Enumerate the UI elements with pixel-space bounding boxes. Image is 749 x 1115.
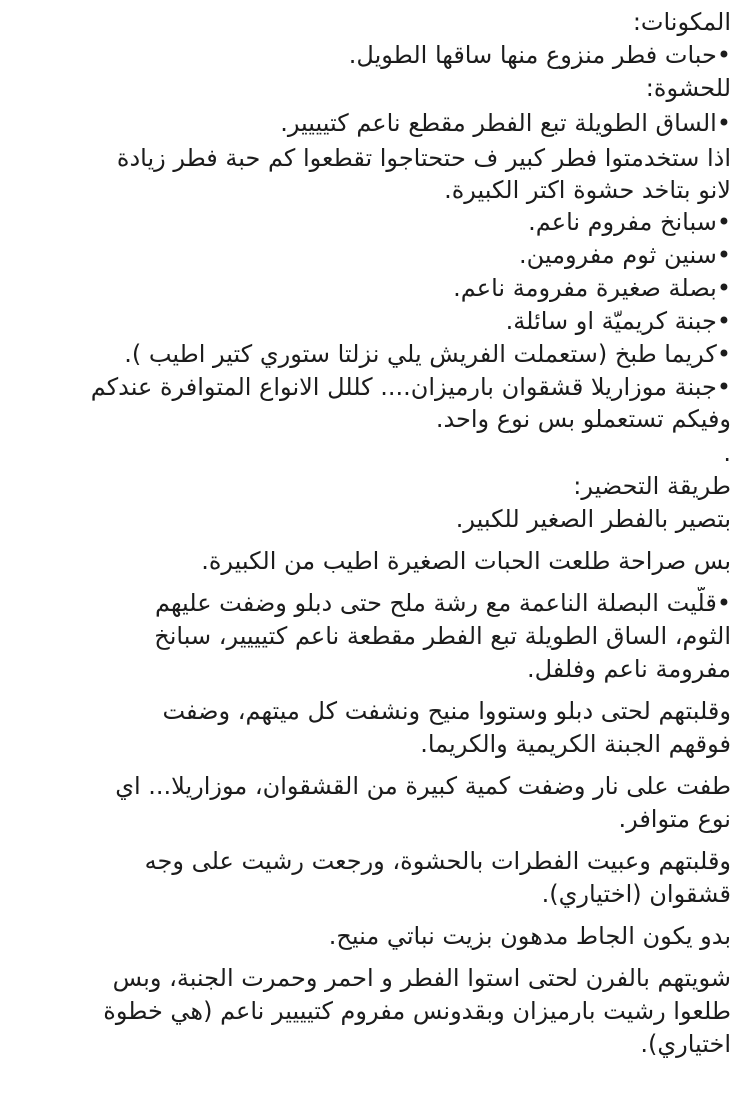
filling-line: اذا ستخدمتوا فطر كبير ف حتحتاجوا تقطعوا كم حبة فطر زيادة bbox=[116, 144, 731, 172]
preparation-line: نوع متوافر. bbox=[618, 805, 731, 833]
filling-line: •كريما طبخ (ستعملت الفريش يلي نزلتا ستوري كتير اطيب ). bbox=[124, 340, 731, 368]
preparation-line: قشقوان (اختياري). bbox=[541, 880, 731, 908]
preparation-line: بدو يكون الجاط مدهون بزيت نباتي منيح. bbox=[328, 922, 731, 950]
preparation-line: وقلبتهم لحتى دبلو وستووا منيح ونشفت كل ميتهم، وضفت bbox=[162, 697, 731, 725]
preparation-line: شويتهم بالفرن لحتى استوا الفطر و احمر وحمرت الجنبة، وبس bbox=[112, 964, 731, 992]
ingredients-heading: المكونات: bbox=[632, 8, 731, 36]
filling-line: وفيكم تستعملو بس نوع واحد. bbox=[435, 405, 731, 433]
filling-line: •جبنة موزاريلا قشقوان بارميزان.... كللل الانواع المتوافرة عندكم bbox=[90, 373, 731, 401]
ingredient-line: •حبات فطر منزوع منها ساقها الطويل. bbox=[348, 41, 731, 69]
preparation-line: طفت على نار وضفت كمية كبيرة من القشقوان، موزاريلا... اي bbox=[115, 772, 731, 800]
filling-line: •سنين ثوم مفرومين. bbox=[518, 241, 731, 269]
filling-heading: للحشوة: bbox=[645, 74, 731, 102]
separator-dot: . bbox=[723, 439, 731, 467]
filling-line: •الساق الطويلة تبع الفطر مقطع ناعم كتيييير. bbox=[280, 109, 731, 137]
filling-line: لانو بتاخد حشوة اكتر الكبيرة. bbox=[444, 176, 731, 204]
preparation-line: •قلّيت البصلة الناعمة مع رشة ملح حتى دبلو وضفت عليهم bbox=[155, 589, 731, 617]
filling-line: •بصلة صغيرة مفرومة ناعم. bbox=[453, 274, 731, 302]
preparation-line: مفرومة ناعم وفلفل. bbox=[526, 655, 731, 683]
preparation-line: وقلبتهم وعبيت الفطرات بالحشوة، ورجعت رشيت على وجه bbox=[144, 847, 731, 875]
preparation-line: فوقهم الجبنة الكريمية والكريما. bbox=[420, 730, 731, 758]
preparation-line: اختياري). bbox=[640, 1030, 731, 1058]
preparation-line: بتصير بالفطر الصغير للكبير. bbox=[455, 505, 731, 533]
preparation-line: طلعوا رشيت بارميزان وبقدونس مفروم كتيييير ناعم (هي خطوة bbox=[103, 997, 731, 1025]
filling-line: •جبنة كريميّة او سائلة. bbox=[505, 307, 731, 335]
preparation-line: بس صراحة طلعت الحبات الصغيرة اطيب من الكبيرة. bbox=[201, 547, 731, 575]
preparation-heading: طريقة التحضير: bbox=[573, 472, 731, 500]
filling-line: •سبانخ مفروم ناعم. bbox=[528, 208, 731, 236]
preparation-line: الثوم، الساق الطويلة تبع الفطر مقطعة ناعم كتيييير، سبانخ bbox=[154, 622, 731, 650]
